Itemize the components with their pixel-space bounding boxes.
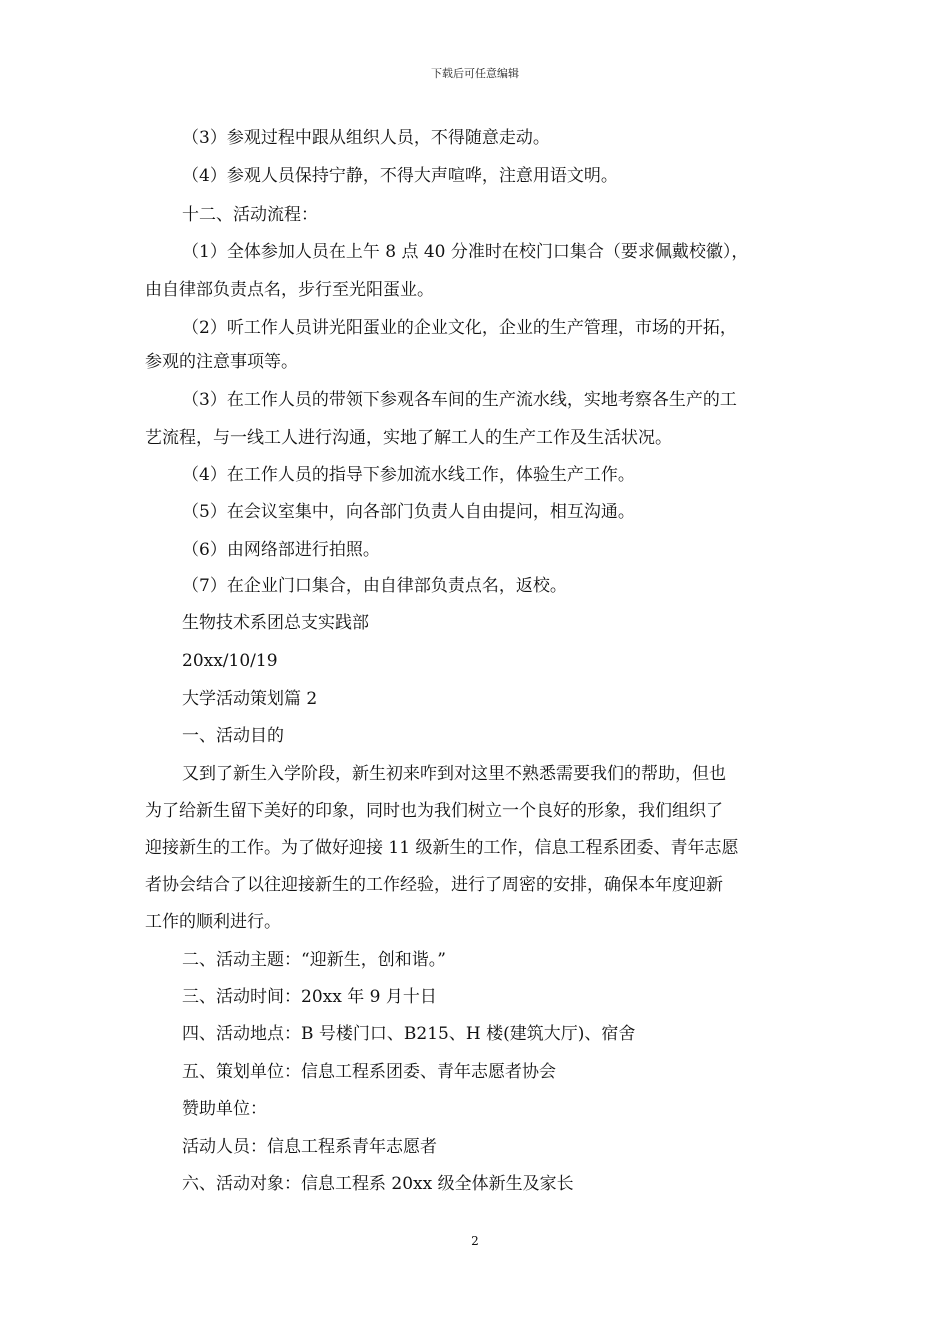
text-line: （5）在会议室集中，向各部门负责人自由提问，相互沟通。 bbox=[182, 502, 635, 522]
text-line: 参观的注意事项等。 bbox=[145, 352, 298, 372]
section-heading: 一、活动目的 bbox=[182, 726, 284, 746]
signature-department: 生物技术系团总支实践部 bbox=[182, 613, 369, 633]
text-line: 工作的顺利进行。 bbox=[145, 912, 281, 932]
page-header: 下载后可任意编辑 bbox=[431, 67, 519, 80]
signature-date: 20xx/10/19 bbox=[182, 651, 278, 671]
section-heading: 十二、活动流程： bbox=[182, 205, 318, 225]
text-line: （2）听工作人员讲光阳蛋业的企业文化，企业的生产管理，市场的开拓， bbox=[182, 318, 737, 338]
text-line: （4）参观人员保持宁静，不得大声喧哗，注意用语文明。 bbox=[182, 166, 618, 186]
text-line: （6）由网络部进行拍照。 bbox=[182, 540, 380, 560]
text-line: 五、策划单位：信息工程系团委、青年志愿者协会 bbox=[182, 1062, 556, 1082]
text-line: 活动人员：信息工程系青年志愿者 bbox=[182, 1137, 437, 1157]
text-line: （3）参观过程中跟从组织人员，不得随意走动。 bbox=[182, 128, 550, 148]
text-line: 赞助单位： bbox=[182, 1099, 267, 1119]
text-line: 为了给新生留下美好的印象，同时也为我们树立一个良好的形象，我们组织了 bbox=[145, 801, 723, 821]
document-title: 大学活动策划篇 2 bbox=[182, 689, 318, 709]
text-line: （1）全体参加人员在上午 8 点 40 分准时在校门口集合（要求佩戴校徽）， bbox=[182, 242, 749, 262]
text-line: 三、活动时间：20xx 年 9 月十日 bbox=[182, 987, 437, 1007]
text-line: （7）在企业门口集合，由自律部负责点名，返校。 bbox=[182, 576, 567, 596]
page-number: 2 bbox=[471, 1234, 479, 1248]
text-line: 迎接新生的工作。为了做好迎接 11 级新生的工作，信息工程系团委、青年志愿 bbox=[145, 838, 739, 858]
text-line: 六、活动对象：信息工程系 20xx 级全体新生及家长 bbox=[182, 1174, 574, 1194]
text-line: （3）在工作人员的带领下参观各车间的生产流水线，实地考察各生产的工 bbox=[182, 390, 737, 410]
text-line: （4）在工作人员的指导下参加流水线工作，体验生产工作。 bbox=[182, 465, 635, 485]
text-line: 二、活动主题：“迎新生，创和谐。” bbox=[182, 950, 446, 970]
text-line: 由自律部负责点名，步行至光阳蛋业。 bbox=[145, 280, 434, 300]
text-line: 艺流程，与一线工人进行沟通，实地了解工人的生产工作及生活状况。 bbox=[145, 428, 672, 448]
text-line: 者协会结合了以往迎接新生的工作经验，进行了周密的安排，确保本年度迎新 bbox=[145, 875, 723, 895]
text-line: 又到了新生入学阶段，新生初来咋到对这里不熟悉需要我们的帮助，但也 bbox=[182, 764, 726, 784]
text-line: 四、活动地点：B 号楼门口、B215、H 楼(建筑大厅)、宿舍 bbox=[182, 1024, 636, 1044]
